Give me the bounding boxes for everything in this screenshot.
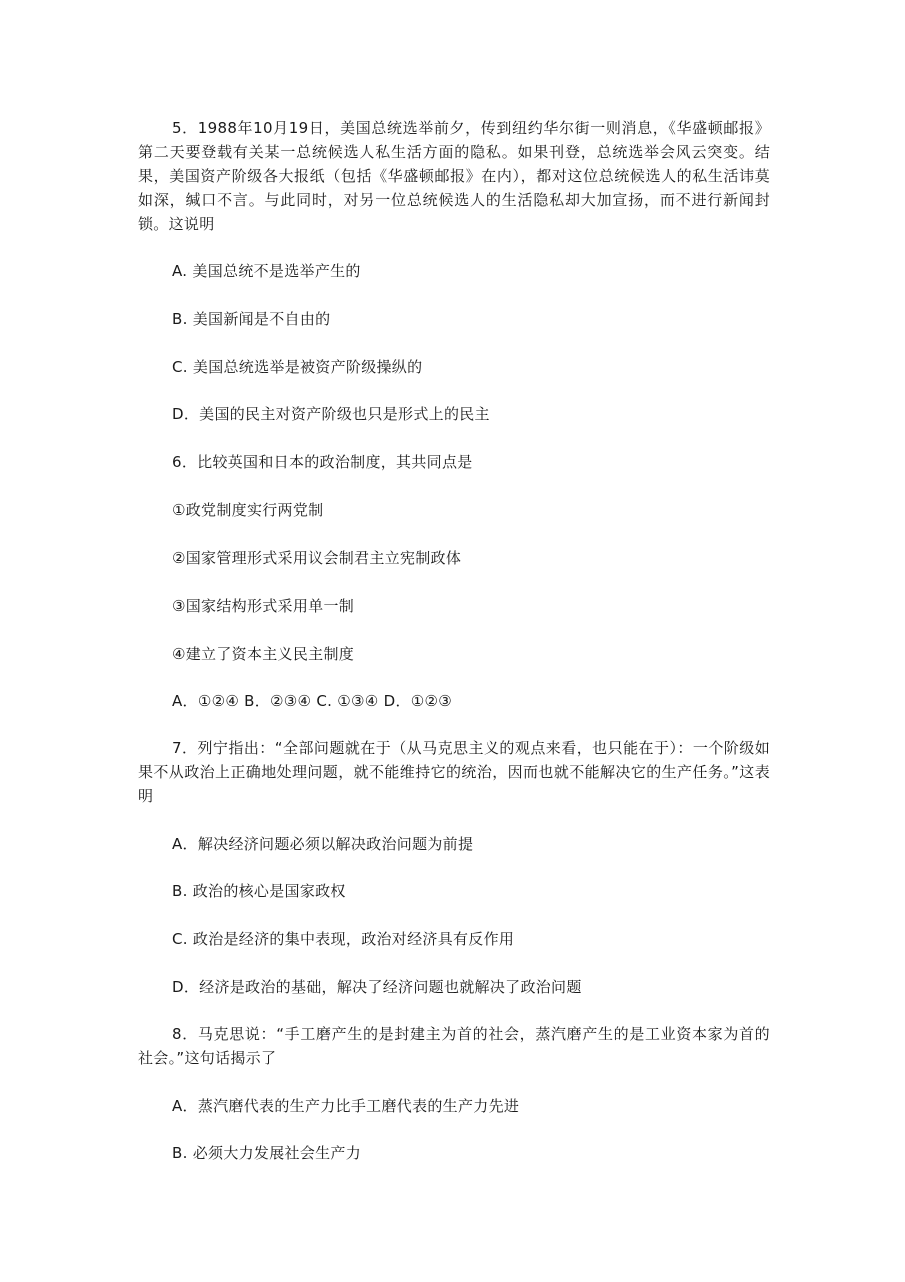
question-8-option-a: A．蒸汽磨代表的生产力比手工磨代表的生产力先进 <box>172 1097 520 1115</box>
question-5-option-d: D．美国的民主对资产阶级也只是形式上的民主 <box>172 405 490 423</box>
question-6-stem: 6．比较英国和日本的政治制度，其共同点是 <box>172 453 473 471</box>
question-7-option-c: C. 政治是经济的集中表现，政治对经济具有反作用 <box>172 930 515 948</box>
question-8-option-b: B. 必须大力发展社会生产力 <box>172 1144 362 1162</box>
question-7-option-a: A．解决经济问题必须以解决政治问题为前提 <box>172 835 474 853</box>
question-7-option-d: D．经济是政治的基础，解决了经济问题也就解决了政治问题 <box>172 978 582 996</box>
question-5-option-b: B. 美国新闻是不自由的 <box>172 310 331 328</box>
question-6-options: A．①②④ B．②③④ C. ①③④ D．①②③ <box>172 692 452 710</box>
question-5-stem: 5．1988年10月19日，美国总统选举前夕，传到纽约华尔街一则消息，《华盛顿邮报》第二天要登载有关某一总统候选人私生活方面的隐私。如果刊登，总统选举会风云突变。结果，美国资产阶级各大报纸（包括《华盛顿邮报》在内），都对这位总统候选人的私生活讳莫如深，缄口不言。与此同时，对另一位总统候选人的生活隐私却大加宣扬，而不进行新闻封锁。这说明 <box>138 119 770 233</box>
question-6-statement-3: ③国家结构形式采用单一制 <box>172 597 355 615</box>
question-5-option-a: A. 美国总统不是选举产生的 <box>172 262 361 280</box>
question-8-stem: 8．马克思说：“手工磨产生的是封建主为首的社会，蒸汽磨产生的是工业资本家为首的社会。”这句话揭示了 <box>138 1025 770 1067</box>
question-5-option-c: C. 美国总统选举是被资产阶级操纵的 <box>172 358 423 376</box>
question-7-stem: 7．列宁指出：“全部问题就在于（从马克思主义的观点来看，也只能在于）：一个阶级如果不从政治上正确地处理问题，就不能维持它的统治，因而也就不能解决它的生产任务。”这表明 <box>138 739 770 805</box>
question-6-statement-4: ④建立了资本主义民主制度 <box>172 645 355 663</box>
question-6-statement-1: ①政党制度实行两党制 <box>172 501 324 519</box>
question-6-statement-2: ②国家管理形式采用议会制君主立宪制政体 <box>172 549 462 567</box>
question-7-option-b: B. 政治的核心是国家政权 <box>172 882 346 900</box>
